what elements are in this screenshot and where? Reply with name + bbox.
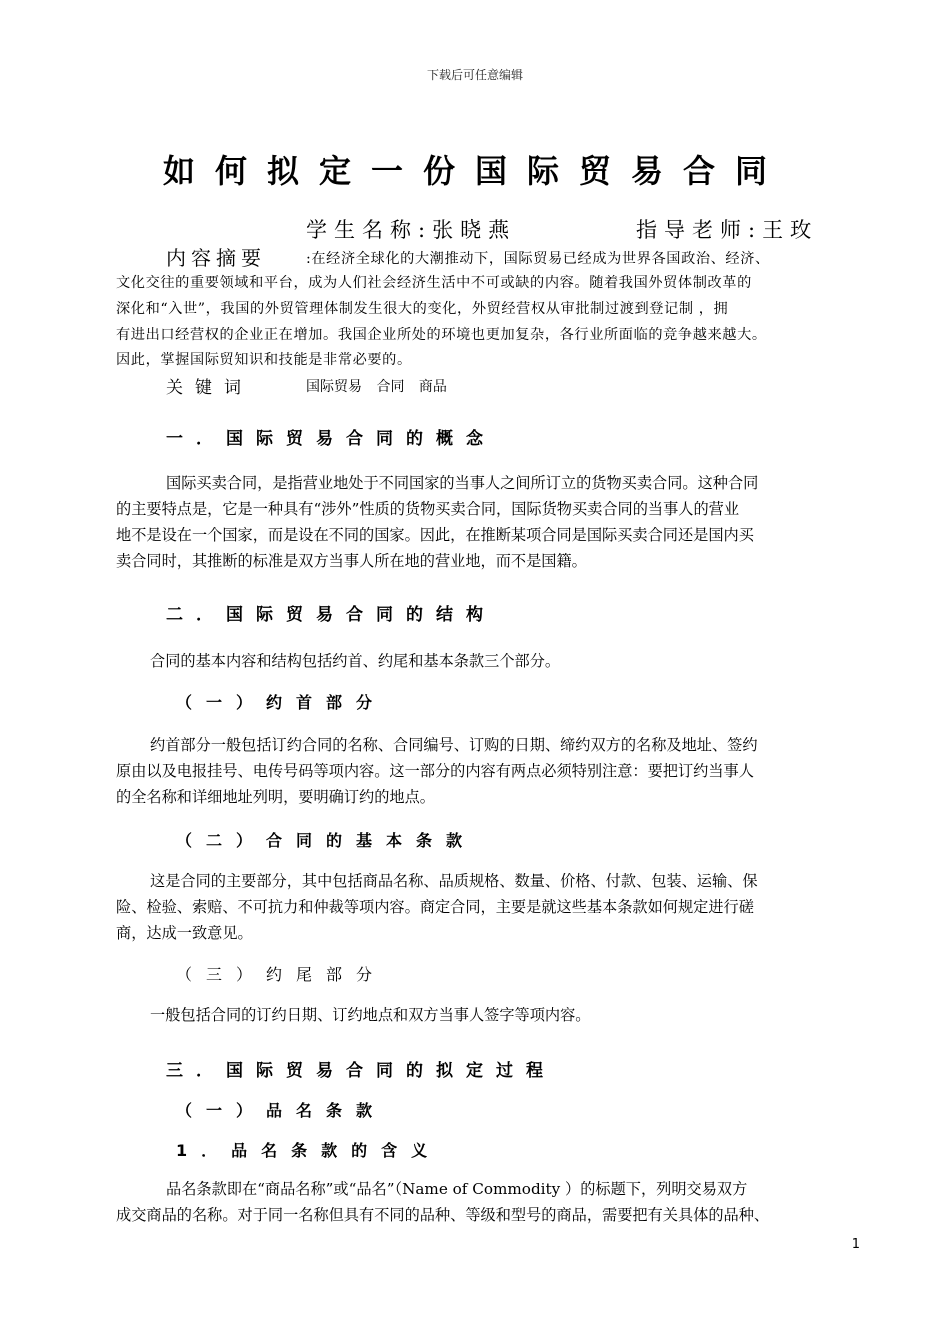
item-heading: 1．品名条款的含义 bbox=[176, 1141, 442, 1160]
paragraph-line: 卖合同时，其推断的标准是双方当事人所在地的营业地，而不是国籍。 bbox=[116, 552, 587, 570]
section-heading: 三．国际贸易合同的拟定过程 bbox=[166, 1061, 556, 1081]
paragraph-line: 国际买卖合同，是指营业地处于不同国家的当事人之间所订立的货物买卖合同。这种合同 bbox=[166, 474, 759, 492]
paragraph-line: 这是合同的主要部分，其中包括商品名称、品质规格、数量、价格、付款、包装、运输、保 bbox=[150, 872, 758, 890]
abstract-line: :在经济全球化的大潮推动下，国际贸易已经成为世界各国政治、经济、 bbox=[306, 251, 770, 267]
paragraph-line: 险、检验、索赔、不可抗力和仲裁等项内容。商定合同，主要是就这些基本条款如何规定进行磋 bbox=[116, 898, 754, 916]
header-note: 下载后可任意编辑 bbox=[426, 68, 523, 82]
paragraph-line: 成交商品的名称。对于同一名称但具有不同的品种、等级和型号的商品，需要把有关具体的品种、 bbox=[116, 1206, 770, 1224]
paragraph-line: 合同的基本内容和结构包括约首、约尾和基本条款三个部分。 bbox=[150, 652, 561, 670]
subsection-heading: （三）约尾部分 bbox=[176, 965, 387, 984]
section-heading: 一．国际贸易合同的概念 bbox=[166, 429, 496, 449]
paragraph-line: 的主要特点是，它是一种具有“涉外”性质的货物买卖合同，国际货物买卖合同的当事人的营业 bbox=[116, 500, 740, 518]
abstract-line: 文化交往的重要领域和平台，成为人们社会经济生活中不可或缺的内容。随着我国外贸体制改革的 bbox=[116, 275, 752, 291]
student-name: 学生名称:张晓燕 bbox=[306, 218, 517, 242]
subsection-heading: （一）品名条款 bbox=[176, 1101, 387, 1120]
abstract-line: 有进出口经营权的企业正在增加。我国企业所处的环境也更加复杂，各行业所面临的竞争越来越大。 bbox=[116, 327, 767, 343]
paragraph-line: 约首部分一般包括订约合同的名称、合同编号、订购的日期、缔约双方的名称及地址、签约 bbox=[150, 736, 758, 754]
subsection-heading: （二）合同的基本条款 bbox=[176, 831, 477, 850]
keywords-label: 关键词 bbox=[166, 378, 253, 398]
page-number: 1 bbox=[851, 1237, 860, 1252]
paragraph-line: 一般包括合同的订约日期、订约地点和双方当事人签字等项内容。 bbox=[150, 1006, 591, 1024]
document-title: 如何拟定一份国际贸易合同 bbox=[162, 152, 787, 190]
abstract-line: 深化和“入世”，我国的外贸管理体制发生很大的变化，外贸经营权从审批制过渡到登记制 ，拥 bbox=[116, 301, 729, 317]
keywords-values: 国际贸易 合同 商品 bbox=[306, 379, 447, 395]
abstract-label: 内容摘要 bbox=[166, 246, 266, 270]
paragraph-line: 品名条款即在“商品名称”或“品名”（Name of Commodity ）的标题下，列明交易双方 bbox=[166, 1180, 748, 1198]
paragraph-line: 商，达成一致意见。 bbox=[116, 924, 253, 942]
subsection-heading: （一）约首部分 bbox=[176, 693, 387, 712]
section-heading: 二．国际贸易合同的结构 bbox=[166, 605, 496, 625]
paragraph-line: 的全名称和详细地址列明，要明确订约的地点。 bbox=[116, 788, 435, 806]
paragraph-line: 地不是设在一个国家，而是设在不同的国家。因此，在推断某项合同是国际买卖合同还是国内买 bbox=[116, 526, 754, 544]
paragraph-line: 原由以及电报挂号、电传号码等项内容。这一部分的内容有两点必须特别注意：要把订约当事人 bbox=[116, 762, 754, 780]
abstract-line: 因此，掌握国际贸知识和技能是非常必要的。 bbox=[116, 352, 412, 368]
advisor-name: 指导老师:王玫 bbox=[636, 218, 819, 242]
